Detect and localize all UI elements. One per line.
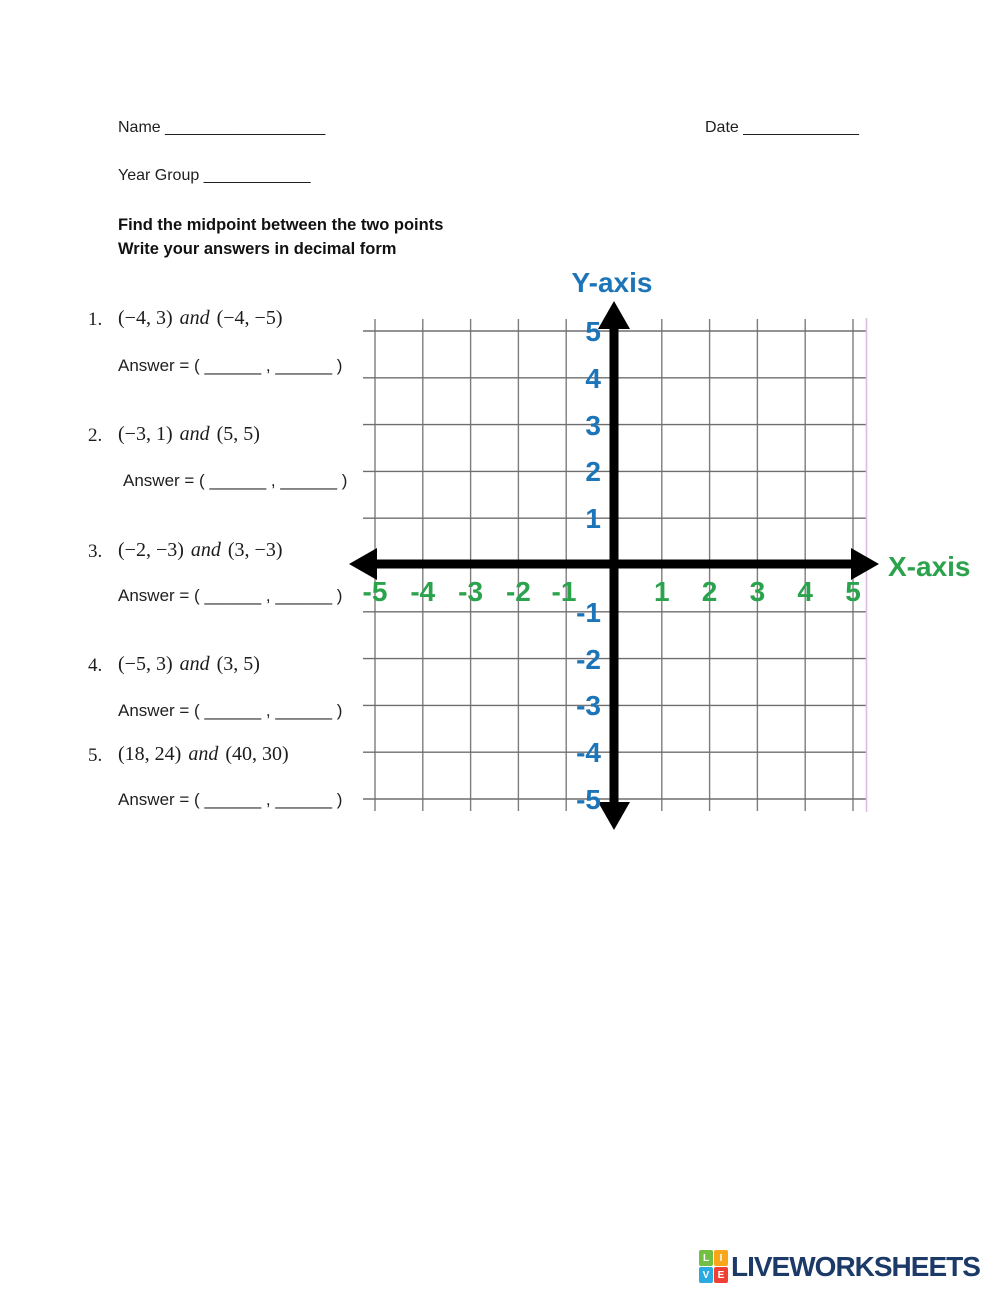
problem-4-answer-blank[interactable]: Answer = ( ______ , ______ ) [118, 701, 343, 720]
x-tick: 4 [797, 576, 813, 607]
problem-3-point-a: (−2, −3) [118, 539, 184, 561]
problem-4-expression [118, 653, 260, 676]
problem-2-point-a: (−3, 1) [118, 423, 173, 445]
date-field [705, 119, 859, 137]
x-tick: 5 [845, 576, 861, 607]
instruction-line-2: Write your answers in decimal form [118, 240, 397, 258]
x-tick: -2 [505, 576, 531, 607]
x-tick: -3 [458, 576, 484, 607]
date-label: Date [705, 119, 739, 136]
problem-5-point-b: (40, 30) [225, 743, 289, 765]
problem-3-answer-blank[interactable]: Answer = ( ______ , ______ ) [118, 586, 343, 605]
problem-1-point-b: (−4, −5) [216, 307, 283, 329]
y-tick: -4 [576, 737, 601, 768]
x-tick: 1 [654, 576, 670, 607]
y-tick: 3 [585, 410, 601, 441]
x-tick: 3 [749, 576, 766, 607]
problem-5-and: and [188, 743, 219, 765]
problem-4-number: 4. [88, 655, 103, 676]
logo-tile-l: L [699, 1250, 713, 1266]
problem-4-point-a: (−5, 3) [118, 653, 173, 675]
problem-5-number: 5. [88, 745, 103, 766]
x-tick: 2 [701, 576, 718, 607]
problem-3-and: and [190, 539, 221, 561]
problem-1-expression [118, 307, 283, 330]
problem-2-number: 2. [88, 425, 103, 446]
year-group-blank-line[interactable]: ____________ [203, 167, 311, 184]
coordinate-grid [335, 255, 985, 845]
name-field [118, 119, 325, 137]
problem-5-point-a: (18, 24) [118, 743, 182, 765]
y-axis-bottom-arrow-icon [598, 802, 630, 830]
x-axis-title: X-axis [888, 551, 971, 582]
problem-5-expression [118, 743, 289, 766]
year-group-label: Year Group [118, 167, 200, 184]
name-label: Name [118, 119, 161, 136]
x-tick: -4 [410, 576, 436, 607]
problem-3-expression [118, 539, 283, 562]
logo-tile-i: I [714, 1250, 728, 1266]
problem-3-point-b: (3, −3) [227, 539, 283, 561]
problem-1-answer-blank[interactable]: Answer = ( ______ , ______ ) [118, 356, 343, 375]
y-tick: -2 [576, 644, 601, 675]
y-tick: 2 [585, 456, 601, 487]
x-tick: -1 [551, 576, 577, 607]
year-group-field [118, 167, 310, 185]
problem-4-point-b: (3, 5) [216, 653, 260, 675]
liveworksheets-tiles-icon [699, 1250, 728, 1283]
y-tick: 5 [585, 316, 601, 347]
y-tick: -3 [576, 690, 601, 721]
problem-2-answer-blank[interactable]: Answer = ( ______ , ______ ) [123, 471, 348, 490]
instruction-line-1: Find the midpoint between the two points [118, 216, 444, 234]
y-tick: -1 [576, 597, 601, 628]
problem-1-number: 1. [88, 309, 103, 330]
x-tick: -5 [362, 576, 388, 607]
problem-1-point-a: (−4, 3) [118, 307, 173, 329]
problem-4-and: and [179, 653, 210, 675]
logo-tile-e: E [714, 1267, 728, 1283]
date-blank-line[interactable]: _____________ [743, 119, 859, 136]
liveworksheets-logo[interactable] [699, 1250, 980, 1283]
y-axis-title: Y-axis [571, 267, 653, 298]
problem-2-and: and [179, 423, 210, 445]
y-axis-top-arrow-icon [598, 301, 630, 329]
logo-tile-v: V [699, 1267, 713, 1283]
problem-3-number: 3. [88, 541, 103, 562]
y-tick: 1 [585, 503, 601, 534]
liveworksheets-wordmark: LIVEWORKSHEETS [731, 1250, 980, 1282]
problem-5-answer-blank[interactable]: Answer = ( ______ , ______ ) [118, 790, 343, 809]
y-tick: 4 [585, 363, 601, 394]
worksheet-instructions [118, 213, 443, 261]
problem-2-point-b: (5, 5) [216, 423, 260, 445]
y-tick: -5 [576, 784, 601, 815]
problem-2-expression [118, 423, 260, 446]
problem-1-and: and [179, 307, 210, 329]
name-blank-line[interactable]: __________________ [165, 119, 326, 136]
